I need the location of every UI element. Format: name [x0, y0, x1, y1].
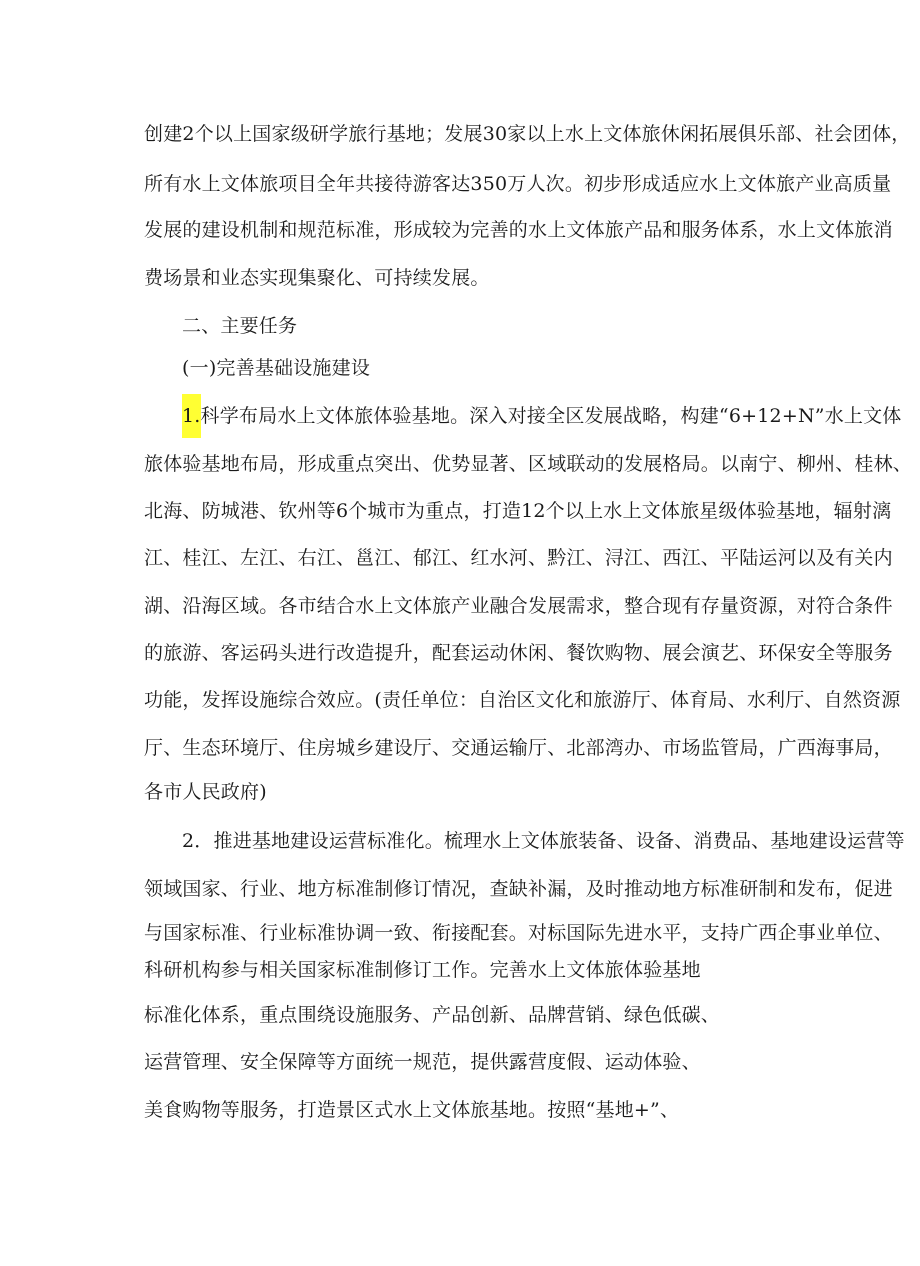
item2-line-1: 2．推进基地建设运营标准化。梳理水上文体旅装备、设备、消费品、基地建设运营等	[182, 830, 905, 852]
item1-line-8: 厅、生态环境厅、住房城乡建设厅、交通运输厅、北部湾办、市场监管局，广西海事局，	[144, 737, 893, 759]
goals-line-1: 创建2个以上国家级研学旅行基地；发展30家以上水上文体旅休闲拓展俱乐部、社会团体，	[144, 123, 911, 145]
goals-line-4: 费场景和业态实现集聚化、可持续发展。	[144, 267, 490, 289]
item1-number-highlight: 1.	[182, 394, 201, 438]
item1-line-2: 旅体验基地布局，形成重点突出、优势显著、区域联动的发展格局。以南宁、柳州、桂林、	[144, 453, 913, 475]
item2-line-3: 与国家标准、行业标准协调一致、衔接配套。对标国际先进水平，支持广西企事业单位、	[144, 922, 893, 944]
item1-line-1	[182, 404, 902, 438]
item1-line-7: 功能，发挥设施综合效应。(责任单位：自治区文化和旅游厅、体育局、水利厅、自然资源	[144, 689, 901, 711]
goals-line-2: 所有水上文体旅项目全年共接待游客达350万人次。初步形成适应水上文体旅产业高质量	[144, 173, 892, 195]
goals-line-3: 发展的建设机制和规范标准，形成较为完善的水上文体旅产品和服务体系，水上文体旅消	[144, 219, 893, 241]
item2-line-6: 运营管理、安全保障等方面统一规范，提供露营度假、运动体验、	[144, 1051, 701, 1073]
item1-line-6: 的旅游、客运码头进行改造提升，配套运动休闲、餐饮购物、展会演艺、环保安全等服务	[144, 642, 893, 664]
item1-line-4: 江、桂江、左江、右江、邕江、郁江、红水河、黔江、浔江、西江、平陆运河以及有关内	[144, 547, 893, 569]
item2-line-7: 美食购物等服务，打造景区式水上文体旅基地。按照“基地+”、	[144, 1099, 680, 1121]
item1-line-5: 湖、沿海区域。各市结合水上文体旅产业融合发展需求，整合现有存量资源，对符合条件	[144, 595, 893, 617]
item2-line-4: 科研机构参与相关国家标准制修订工作。完善水上文体旅体验基地	[144, 959, 701, 981]
item2-line-5: 标准化体系，重点围绕设施服务、产品创新、品牌营销、绿色低碳、	[144, 1004, 721, 1026]
item1-line-3: 北海、防城港、钦州等6个城市为重点，打造12个以上水上文体旅星级体验基地，辐射漓	[144, 500, 892, 522]
item1-line-1-text: 科学布局水上文体旅体验基地。深入对接全区发展战略，构建“6+12+N”水上文体	[200, 405, 902, 427]
item2-line-2: 领域国家、行业、地方标准制修订情况，查缺补漏，及时推动地方标准研制和发布，促进	[144, 878, 893, 900]
item1-line-9: 各市人民政府)	[144, 781, 267, 803]
section-heading: 二、主要任务	[182, 315, 298, 337]
subsection-heading: (一)完善基础设施建设	[182, 357, 371, 379]
